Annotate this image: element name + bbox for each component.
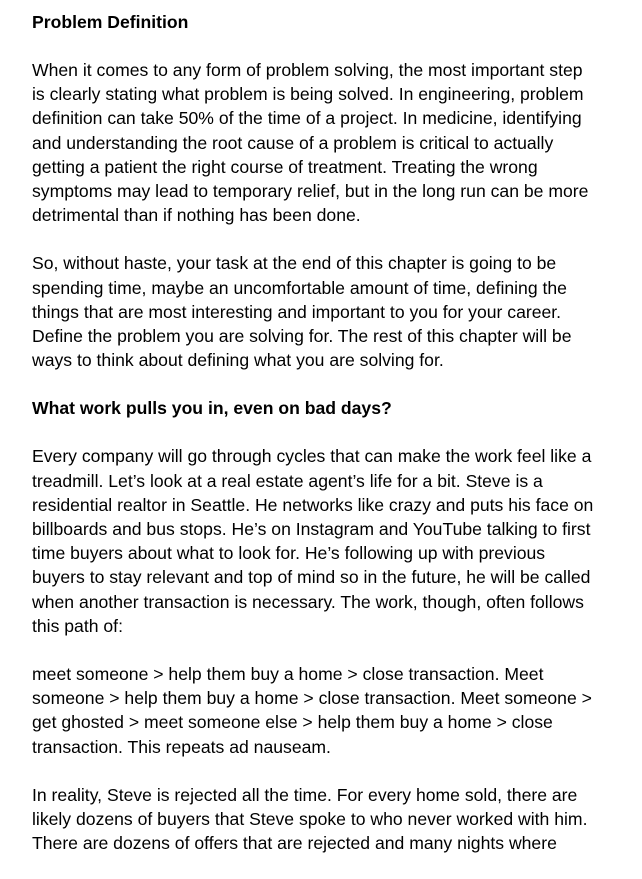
text-line: get ghosted > meet someone else > help them buy a home > close [32, 712, 553, 733]
text-line: symptoms may lead to temporary relief, but in the long run can be more [32, 181, 589, 202]
text-line: is clearly stating what problem is being solved. In engineering, problem [32, 84, 584, 105]
text-line: spending time, maybe an uncomfortable amount of time, defining the [32, 277, 567, 298]
text-line: ways to think about defining what you are solving for. [32, 350, 444, 371]
text-line: things that are most interesting and important to you for your career. [32, 301, 562, 322]
text-line: likely dozens of buyers that Steve spoke to who never worked with him. [32, 809, 588, 830]
text-line: Every company will go through cycles that can make the work feel like a [32, 446, 592, 467]
text-line: treadmill. Let’s look at a real estate agent’s life for a bit. Steve is a [32, 470, 543, 491]
text-line: detrimental than if nothing has been done. [32, 205, 361, 226]
section-heading-work-pulls: What work pulls you in, even on bad days? [32, 398, 392, 419]
text-line: meet someone > help them buy a home > close transaction. Meet [32, 664, 544, 685]
text-line: residential realtor in Seattle. He networks like crazy and puts his face on [32, 494, 594, 515]
text-line: definition can take 50% of the time of a project. In medicine, identifying [32, 108, 582, 129]
paragraph-rejection [32, 783, 632, 856]
paragraph-problem-solving [32, 58, 632, 227]
text-line: transaction. This repeats ad nauseam. [32, 736, 331, 757]
paragraph-cycle [32, 662, 632, 759]
text-line: There are dozens of offers that are rejected and many nights where [32, 833, 557, 854]
text-line: Define the problem you are solving for. The rest of this chapter will be [32, 326, 572, 347]
document-page [32, 10, 632, 879]
text-line: this path of: [32, 615, 123, 636]
text-line: When it comes to any form of problem solving, the most important step [32, 60, 583, 80]
text-line: buyers to stay relevant and top of mind so in the future, he will be called [32, 567, 591, 588]
text-line: and understanding the root cause of a problem is critical to actually [32, 132, 554, 153]
text-line: getting a patient the right course of treatment. Treating the wrong [32, 156, 538, 177]
text-line: So, without haste, your task at the end of this chapter is going to be [32, 253, 557, 274]
text-line: when another transaction is necessary. The work, though, often follows [32, 591, 584, 612]
text-line: someone > help them buy a home > close transaction. Meet someone > [32, 688, 592, 709]
text-line: time buyers about what to look for. He’s following up with previous [32, 543, 546, 564]
paragraph-task [32, 251, 632, 372]
text-line: billboards and bus stops. He’s on Instagram and YouTube talking to first [32, 519, 591, 540]
paragraph-real-estate [32, 444, 632, 638]
section-heading-problem-definition: Problem Definition [32, 12, 189, 32]
text-line: In reality, Steve is rejected all the time. For every home sold, there are [32, 784, 578, 805]
